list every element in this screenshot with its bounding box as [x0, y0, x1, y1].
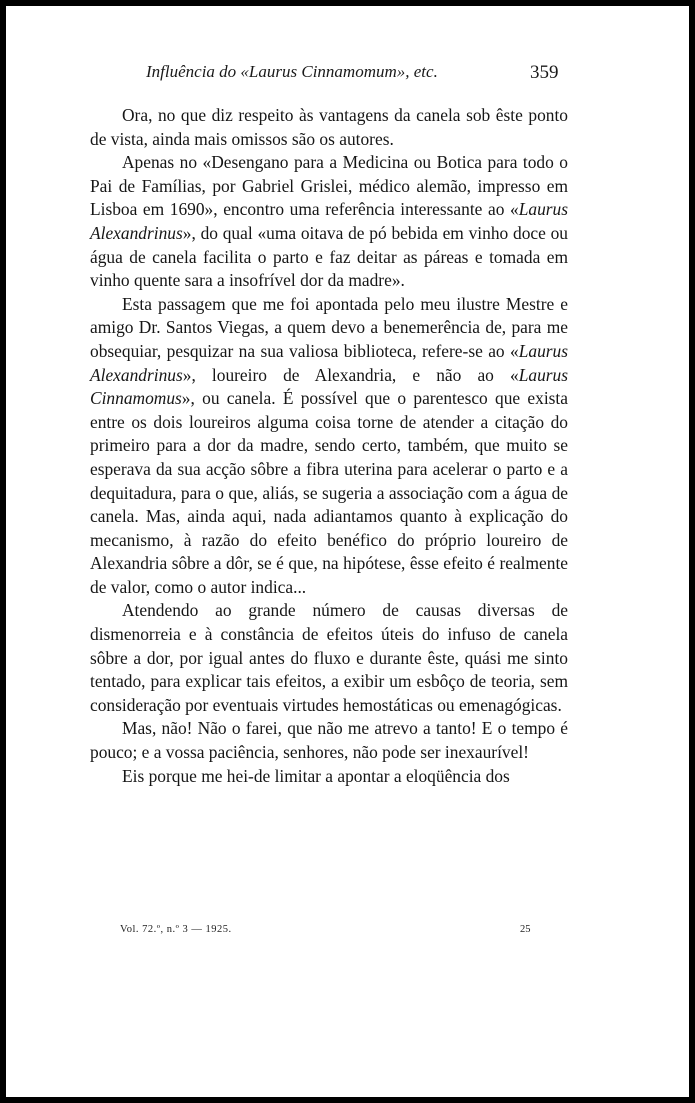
page-number: 359 — [530, 62, 559, 83]
paragraph-2-text-a: Apenas no «Desengano para a Medicina ou Botica para todo o Pai de Famílias, por Gabriel Grislei, médico alemão, impresso em Lisboa em 1690», encontro uma referência interessante ao « — [90, 152, 568, 220]
volume-line: Vol. 72.º, n.º 3 — 1925. — [120, 924, 232, 935]
paragraph-6: Eis porque me hei-de limitar a apontar a eloqüência dos — [122, 765, 510, 786]
paragraph-2-italic-laurus-alexandrinus: Laurus Alexandrinus — [90, 199, 568, 243]
paragraph-3-text-e: », ou canela. É possível que o parentesco que exista entre os dois loureiros alguma coisa torne de atender a citação do primeiro para a dor da madre, sendo certo, também, que muito se esperava da sua acção sôbre a fibra uterina para acelerar o parto e a dequitadura, para o que, aliás, se sugeria a associação com a água de canela. Mas, ainda aqui, nada adiantamos quanto à explicação do mecanismo, à razão do efeito benéfico do próprio loureiro de Alexandria sôbre a dôr, se é que, na hipótese, êsse efeito é realmente de valor, como o autor indica... — [90, 388, 568, 597]
paragraph-1: Ora, no que diz respeito às vantagens da canela sob êste ponto de vista, ainda mais omissos são os autores. — [90, 105, 568, 149]
running-title: Influência do «Laurus Cinnamomum», etc. — [146, 62, 438, 81]
paragraph-5: Mas, não! Não o farei, que não me atrevo a tanto! E o tempo é pouco; e a vossa paciência, senhores, não pode ser inexaurível! — [90, 718, 568, 763]
book-page — [6, 6, 689, 1097]
paragraph-3-italic-laurus-cinnamomus: Laurus Cinnamomus — [90, 364, 568, 409]
paragraph-3 — [90, 293, 568, 600]
paragraph-3-text-a: Esta passagem que me foi apontada pelo meu ilustre Mestre e amigo Dr. Santos Viegas, a quem devo a benemerência de, para me obsequiar, pesquizar na sua valiosa biblioteca, refere-se ao « — [90, 293, 568, 361]
paragraph-4: Atendendo ao grande número de causas diversas de dismenorreia e à constância de efeitos úteis do infuso de canela sôbre a dor, por igual antes do fluxo e durante êste, quási me sinto tentado, para explicar tais efeitos, a exibir um esbôço de teoria, sem consideração por eventuais virtudes hemostáticas ou emenagógicas. — [90, 600, 568, 715]
paragraph-2 — [90, 151, 568, 293]
page-header — [6, 62, 689, 92]
signature-mark: 25 — [520, 924, 531, 935]
paragraph-3-italic-laurus-alexandrinus: Laurus Alexandrinus — [90, 340, 568, 385]
body-text — [90, 104, 568, 788]
paragraph-3-text-c: », loureiro de Alexandria, e não ao « — [182, 364, 519, 385]
paragraph-2-text-c: », do qual «uma oitava de pó bebida em vinho doce ou água de canela facilita o parto e faz deitar as páreas e tomada em vinho quente sara a insofrível dor da madre». — [90, 222, 568, 291]
page-footer — [6, 924, 689, 944]
